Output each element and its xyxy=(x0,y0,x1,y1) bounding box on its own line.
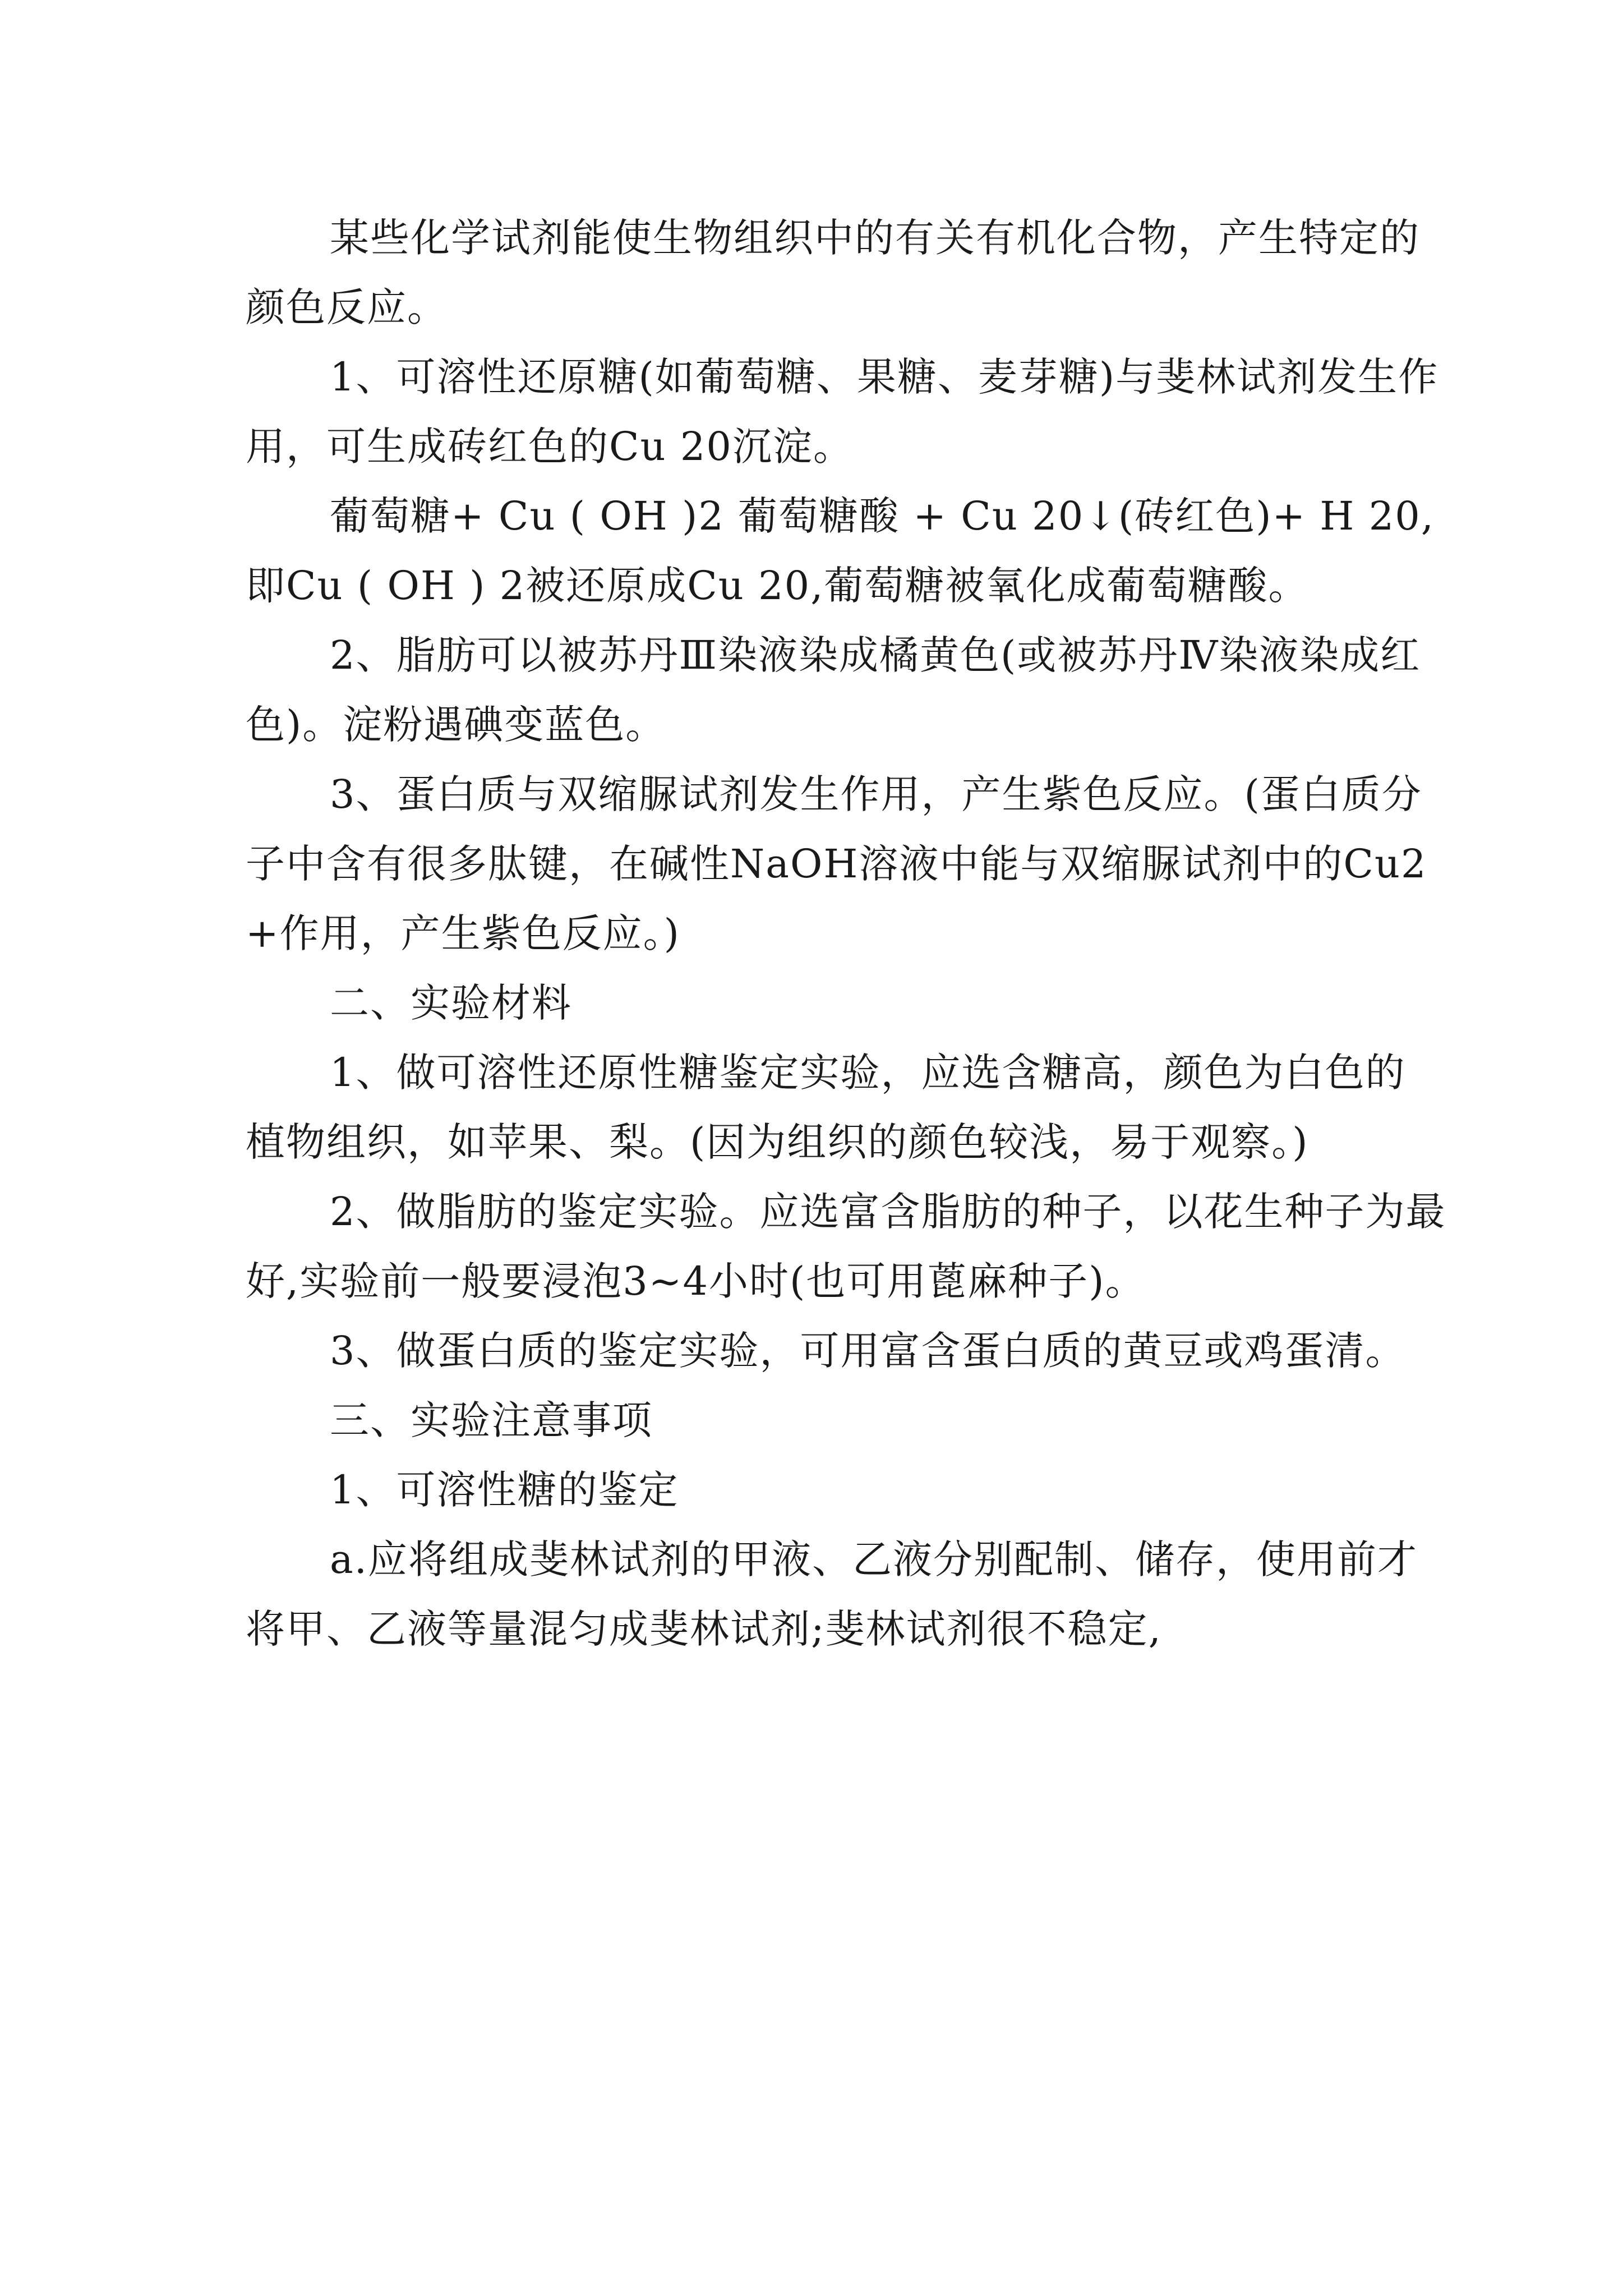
paragraph-material-fat: 2、做脂肪的鉴定实验。应选富含脂肪的种子，以花生种子为最好,实验前一般要浸泡3~4小时(也可用蓖麻种子)。 xyxy=(246,1189,1446,1304)
paragraph-glucose-reaction: 葡萄糖+ Cu ( OH )2 葡萄糖酸 + Cu 20↓(砖红色)+ H 20,即Cu ( OH ) 2被还原成Cu 20,葡萄糖被氧化成葡萄糖酸。 xyxy=(246,493,1435,609)
paragraph-material-sugar: 1、做可溶性还原性糖鉴定实验，应选含糖高，颜色为白色的植物组织，如苹果、梨。(因为组织的颜色较浅，易于观察。) xyxy=(246,1050,1406,1165)
paragraph-fat-starch: 2、脂肪可以被苏丹Ⅲ染液染成橘黄色(或被苏丹Ⅳ染液染成红色)。淀粉遇碘变蓝色。 xyxy=(246,632,1421,748)
paragraph-reducing-sugar: 1、可溶性还原糖(如葡萄糖、果糖、麦芽糖)与斐林试剂发生作用，可生成砖红色的Cu 20沉淀。 xyxy=(246,354,1439,470)
paragraph-protein: 3、蛋白质与双缩脲试剂发生作用，产生紫色反应。(蛋白质分子中含有很多肽键，在碱性NaOH溶液中能与双缩脲试剂中的Cu2+作用，产生紫色反应。) xyxy=(246,771,1427,956)
paragraph-fehling-note: a.应将组成斐林试剂的甲液、乙液分别配制、储存，使用前才将甲、乙液等量混匀成斐林试剂;斐林试剂很不稳定, xyxy=(246,1536,1418,1652)
section-heading-notes: 三、实验注意事项 xyxy=(330,1397,653,1443)
subheading-sugar-test: 1、可溶性糖的鉴定 xyxy=(330,1467,679,1513)
paragraph-intro: 某些化学试剂能使生物组织中的有关有机化合物，产生特定的颜色反应。 xyxy=(246,215,1420,330)
section-heading-materials: 二、实验材料 xyxy=(330,980,572,1026)
document-body xyxy=(246,203,1446,1664)
paragraph-material-protein: 3、做蛋白质的鉴定实验，可用富含蛋白质的黄豆或鸡蛋清。 xyxy=(330,1328,1406,1374)
